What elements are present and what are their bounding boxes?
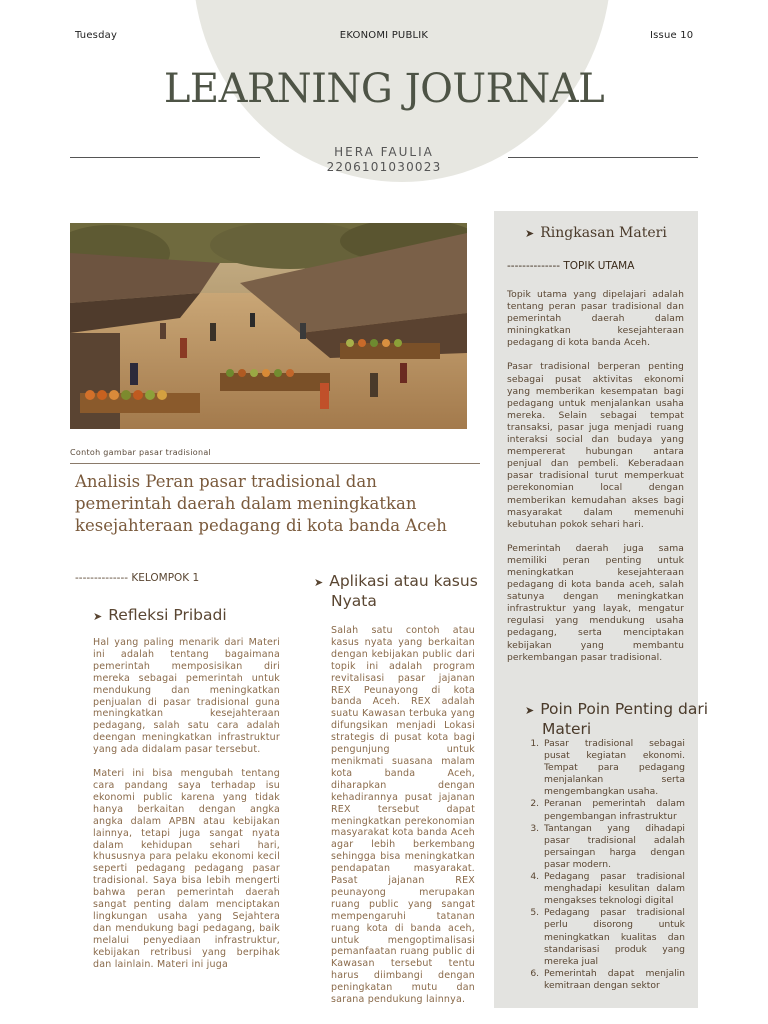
arrow-icon: ➤	[93, 610, 103, 623]
summary-heading	[525, 225, 667, 241]
reflection-heading-text: Refleksi Pribadi	[108, 606, 227, 624]
case-paragraph-1: Salah satu contoh atau kasus nyata yang berkaitan dengan kebijakan public dari topik ini adalah program revitalisasi pasar jajanan REX Peunayong di kota banda Aceh. REX adalah suatu Kawasan terbuka yang difungsikan menjadi Lokasi strategis di pusat kota bagi pengunjung untuk menikmati suasana malam kota banda Aceh, diharapkan dengan kehadirannya pusat jajanan REX tersebut dapat meningkatkan perekonomian masyarakat kota banda Aceh agar lebih berkembang sehingga bisa meningkatkan pendapatan masyarakat. Pasat jajanan REX peunayong merupakan ruang public yang sangat mempengaruhi tatanan ruang kota di banda aceh, untuk mengoptimalisasi pemanfaatan ruang public di Kawasan tersebut tentu harus diimbangi dengan peningkatan mutu dan sarana pendukung lainnya.	[331, 625, 476, 1006]
topic-label: -------------- TOPIK UTAMA	[507, 260, 635, 272]
summary-paragraph-1: Topik utama yang dipelajari adalah tentang peran pasar tradisional dan pemerintah daerah dalam miningkatkan kesejahteraan pedagang di kota banda Aceh.	[507, 289, 684, 349]
arrow-icon: ➤	[525, 704, 535, 717]
article-headline: Analisis Peran pasar tradisional dan pemerintah daerah dalam meningkatkan kesejahteraan pedagang di kota banda Aceh	[75, 472, 447, 535]
header-course: EKONOMI PUBLIK	[339, 30, 429, 41]
points-list-wrap	[524, 738, 685, 992]
summary-heading-text: Ringkasan Materi	[540, 225, 667, 241]
case-heading	[314, 572, 501, 611]
list-item: 6. Pemerintah dapat menjalin kemitraan dengan sektor	[542, 968, 685, 992]
points-heading-text: Poin Poin Penting dari Materi	[540, 700, 709, 738]
author-name: HERA FAULIA	[334, 145, 434, 159]
arrow-icon: ➤	[525, 227, 535, 240]
caption-divider	[70, 463, 480, 464]
points-heading	[525, 700, 712, 739]
header-issue: Issue 10	[650, 30, 694, 41]
header-day: Tuesday	[75, 30, 118, 41]
group-label: -------------- KELOMPOK 1	[75, 572, 200, 584]
arrow-icon: ➤	[314, 576, 324, 589]
photo-caption: Contoh gambar pasar tradisional	[70, 448, 212, 457]
list-item: 5. Pedagang pasar tradisional perlu disorong untuk meningkatkan kualitas dan standarisasi produk yang mereka jual	[542, 907, 685, 967]
reflection-paragraph-2: Materi ini bisa mengubah tentang cara pandang saya terhadap isu ekonomi public karena yang tidak hanya berkaitan dengan angka angka dalam APBN atau kebijakan lainnya, tetapi juga sangat nyata dalam kehidupan sehari hari, khususnya para pelaku ekonomi kecil seperti pedagang pedagang pasar tradisional. Saya bisa lebih mengerti bahwa peran pemerintah daerah sangat penting dalam menciptakan lingkungan usaha yang Sejahtera dan mendukung bagi pedagang, baik melalui penyediaan infrastruktur, kebijakan retribusi yang berpihak dan lainlain. Materi ini juga	[93, 768, 280, 970]
list-item: 2. Peranan pemerintah dalam pengembangan infrastruktur	[542, 798, 685, 822]
author-id: 2206101030023	[326, 160, 442, 174]
case-heading-text: Aplikasi atau kasus Nyata	[329, 572, 478, 610]
summary-paragraph-3: Pemerintah daerah juga sama memiliki peran penting untuk meningkatkan kesejahteraan pedagang di kota banda aceh, salah satunya dengan meningkatkan infrastruktur yang layak, mengatur regulasi yang mendukung usaha pedagang, serta menciptakan kebijakan yang membantu perkembangan pasar tradisional.	[507, 542, 684, 663]
list-item: 3. Tantangan yang dihadapi pasar tradisional adalah persaingan harga dengan pasar modern.	[542, 823, 685, 871]
list-item: 1. Pasar tradisional sebagai pusat kegiatan ekonomi. Tempat para pedagang menjalankan serta mengembangkan usaha.	[542, 738, 685, 798]
case-body	[331, 625, 475, 1018]
summary-paragraph-2: Pasar tradisional berperan penting sebagai pusat aktivitas ekonomi yang memberikan kesempatan bagi pedagang untuk menjalankan usaha mereka. Selain sebagai tempat transaksi, pasar juga menjadi ruang interaksi social dan budaya yang mempererat hubungan antara penjual dan pembeli. Keberadaan pasar tradisional turut memperkuat perekonomian local dengan memberikan kemudahan akses bagi masyarakat dalam memenuhi kebutuhan pokok sehari hari.	[507, 361, 684, 530]
journal-title: LEARNING JOURNAL	[163, 66, 605, 112]
summary-body	[507, 289, 684, 676]
market-photo	[70, 223, 467, 429]
list-item: 4. Pedagang pasar tradisional menghadapi kesulitan dalam mengakses teknologi digital	[542, 871, 685, 907]
reflection-paragraph-1: Hal yang paling menarik dari Materi ini adalah tentang bagaimana pemerintah memposisikan diri mereka sebagai pemerintah untuk mendukung dan meningkatkan penjualan di pasar tradisional guna meningkatkan kesejahteraan pedagang, salah satu cara adalah deengan meningkatkan infrastruktur yang ada didalam pasar tersebut.	[93, 637, 280, 756]
reflection-heading	[93, 606, 293, 626]
reflection-body	[93, 637, 280, 982]
points-list	[524, 738, 685, 992]
